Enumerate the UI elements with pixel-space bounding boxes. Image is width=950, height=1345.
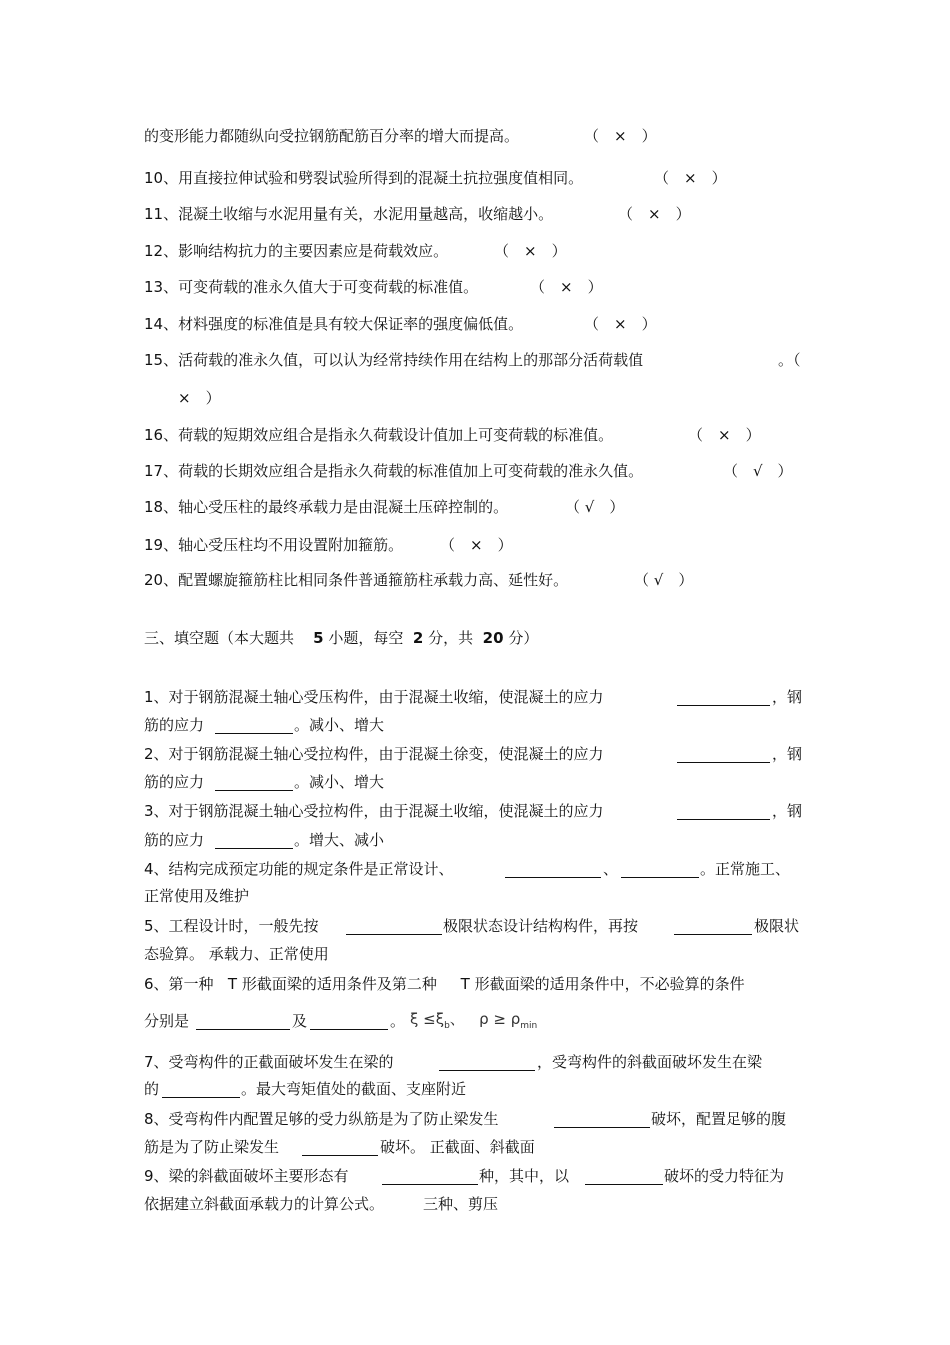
tf-item-12-answer: （ × ）: [494, 242, 567, 260]
fill-q8-blank1[interactable]: [554, 1127, 650, 1128]
tf-item-20: 20、配置螺旋箍筋柱比相同条件普通箍筋柱承载力高、延性好。: [144, 571, 569, 589]
fill-q6-line2: 分别是: [144, 1012, 190, 1030]
fill-q4-line1: 4、结构完成预定功能的规定条件是正常设计、: [144, 860, 454, 878]
fill-q8-line1: 8、受弯构件内配置足够的受力纵筋是为了防止梁发生: [144, 1110, 499, 1128]
fill-q5-blank2[interactable]: [674, 934, 752, 935]
heading-total: 20: [482, 629, 504, 647]
fill-q2-blank2[interactable]: [215, 790, 293, 791]
tf-item-9-answer: （ × ）: [584, 127, 657, 145]
fill-q3-line1: 3、对于钢筋混凝土轴心受拉构件，由于混凝土收缩，使混凝土的应力: [144, 802, 604, 820]
tf-item-9-tail: 的变形能力都随纵向受拉钢筋配筋百分率的增大而提高。: [144, 127, 520, 145]
tf-item-17: 17、荷载的长期效应组合是指永久荷载的标准值加上可变荷载的准永久值。: [144, 462, 644, 480]
fill-q3-line1-end: ，钢: [772, 802, 803, 820]
tf-item-16-answer: （ × ）: [688, 426, 761, 444]
tf-item-11-answer: （ × ）: [618, 205, 691, 223]
fill-q1-line1: 1、对于钢筋混凝土轴心受压构件，由于混凝土收缩，使混凝土的应力: [144, 688, 604, 706]
tf-item-18: 18、轴心受压柱的最终承载力是由混凝土压碎控制的。: [144, 498, 509, 516]
fill-q6-t1: T: [227, 975, 238, 993]
heading-points: 2: [412, 629, 424, 647]
fill-q9-mid: 种，其中，以: [479, 1167, 570, 1185]
fill-q5-mid: 极限状态设计结构构件，再按: [443, 917, 639, 935]
fill-q8-blank2[interactable]: [302, 1155, 378, 1156]
tf-item-10: 10、用直接拉伸试验和劈裂试验所得到的混凝土抗拉强度值相同。: [144, 169, 584, 187]
fill-q3-blank2[interactable]: [215, 848, 293, 849]
fill-q8-answer: 破坏。 正截面、斜截面: [380, 1138, 535, 1156]
fill-q3-line2: 筋的应力: [144, 831, 205, 849]
tf-item-10-answer: （ × ）: [654, 169, 727, 187]
fill-q1-line1-end: ，钢: [772, 688, 803, 706]
fill-q6-part-c: 形截面梁的适用条件中，不必验算的条件: [474, 975, 745, 993]
heading-count: 5: [313, 629, 324, 647]
tf-item-18-answer: （ √ ）: [565, 498, 625, 516]
fill-q9-answer: 三种、剪压: [423, 1195, 499, 1213]
fill-q9-blank1[interactable]: [382, 1184, 478, 1185]
fill-q2-line1-end: ，钢: [772, 745, 803, 763]
fill-q4-blank2[interactable]: [621, 877, 699, 878]
fill-q6-blank2[interactable]: [310, 1029, 388, 1030]
fill-q7-line1: 7、受弯构件的正截面破坏发生在梁的: [144, 1053, 394, 1071]
fill-q4-line2: 正常使用及维护: [144, 887, 250, 905]
fill-q9-end: 破坏的受力特征为: [664, 1167, 785, 1185]
fill-q7-blank2[interactable]: [162, 1097, 240, 1098]
fill-q6-period: 。: [390, 1012, 406, 1030]
tf-item-13: 13、可变荷载的准永久值大于可变荷载的标准值。: [144, 278, 479, 296]
fill-q2-line2: 筋的应力: [144, 773, 205, 791]
xi-condition: ξ ≤ξ: [410, 1010, 445, 1028]
fill-q5-line2: 态验算。 承载力、正常使用: [144, 945, 329, 963]
fill-q1-answer: 。减小、增大: [294, 716, 385, 734]
heading-part-a: 三、填空题（本大题共: [144, 629, 295, 647]
fill-q7-mid: ，受弯构件的斜截面破坏发生在梁: [537, 1053, 763, 1071]
tf-item-16: 16、荷载的短期效应组合是指永久荷载设计值加上可变荷载的标准值。: [144, 426, 614, 444]
fill-q5-end: 极限状: [754, 917, 800, 935]
rho-condition: ρ ≥ ρ: [479, 1010, 521, 1028]
fill-q6-and: 及: [292, 1012, 308, 1030]
fill-q6-line1: [144, 974, 745, 994]
tf-item-20-answer: （ √ ）: [634, 571, 694, 589]
fill-q5-line1: 5、工程设计时，一般先按: [144, 917, 319, 935]
heading-part-b: 小题，每空: [328, 629, 404, 647]
fill-q1-blank2[interactable]: [215, 733, 293, 734]
fill-q1-blank1[interactable]: [677, 705, 770, 706]
tf-item-11: 11、混凝土收缩与水泥用量有关，水泥用量越高，收缩越小。: [144, 205, 554, 223]
fill-q3-blank1[interactable]: [677, 819, 770, 820]
fill-q3-answer: 。增大、减小: [294, 831, 385, 849]
tf-item-14-answer: （ × ）: [584, 315, 657, 333]
answer-separator: 、: [449, 1010, 465, 1028]
section-heading: [144, 628, 538, 648]
fill-q1-line2: 筋的应力: [144, 716, 205, 734]
tf-item-17-answer: （ √ ）: [723, 462, 793, 480]
fill-q9-line2: 依据建立斜截面承载力的计算公式。: [144, 1195, 385, 1213]
fill-q4-blank1[interactable]: [505, 877, 601, 878]
tf-item-15-answer: × ）: [178, 389, 221, 407]
fill-q4-answer: 。正常施工、: [700, 860, 791, 878]
fill-q4-sep: 、: [603, 860, 619, 878]
tf-item-12: 12、影响结构抗力的主要因素应是荷载效应。: [144, 242, 449, 260]
fill-q6-blank1[interactable]: [196, 1029, 290, 1030]
fill-q9-line1: 9、梁的斜截面破坏主要形态有: [144, 1167, 349, 1185]
fill-q6-part-b: 形截面梁的适用条件及第二种: [241, 975, 437, 993]
fill-q8-mid: 破坏，配置足够的腹: [651, 1110, 787, 1128]
xi-subscript: b: [444, 1021, 450, 1031]
fill-q7-line2: 的: [144, 1080, 160, 1098]
fill-q7-answer: 。最大弯矩值处的截面、支座附近: [241, 1080, 467, 1098]
fill-q6-t2: T: [460, 975, 470, 993]
fill-q8-line2: 筋是为了防止梁发生: [144, 1138, 280, 1156]
tf-item-13-answer: （ × ）: [530, 278, 603, 296]
tf-item-15: 15、活荷载的准永久值，可以认为经常持续作用在结构上的那部分活荷载值: [144, 351, 644, 369]
tf-item-19: 19、轴心受压柱均不用设置附加箍筋。: [144, 536, 404, 554]
fill-q7-blank1[interactable]: [439, 1070, 535, 1071]
fill-q6-part-a: 6、第一种: [144, 975, 214, 993]
fill-q6-answer: [410, 1009, 537, 1036]
tf-item-15-end: 。（: [778, 351, 801, 369]
fill-q2-blank1[interactable]: [677, 762, 770, 763]
fill-q5-blank1[interactable]: [346, 934, 442, 935]
fill-q9-blank2[interactable]: [585, 1184, 663, 1185]
fill-q2-answer: 。减小、增大: [294, 773, 385, 791]
heading-part-c: 分，共: [428, 629, 474, 647]
tf-item-19-answer: （ × ）: [440, 536, 513, 554]
tf-item-14: 14、材料强度的标准值是具有较大保证率的强度偏低值。: [144, 315, 524, 333]
fill-q2-line1: 2、对于钢筋混凝土轴心受拉构件，由于混凝土徐变，使混凝土的应力: [144, 745, 604, 763]
rho-subscript: min: [520, 1021, 538, 1031]
heading-part-d: 分）: [508, 629, 539, 647]
